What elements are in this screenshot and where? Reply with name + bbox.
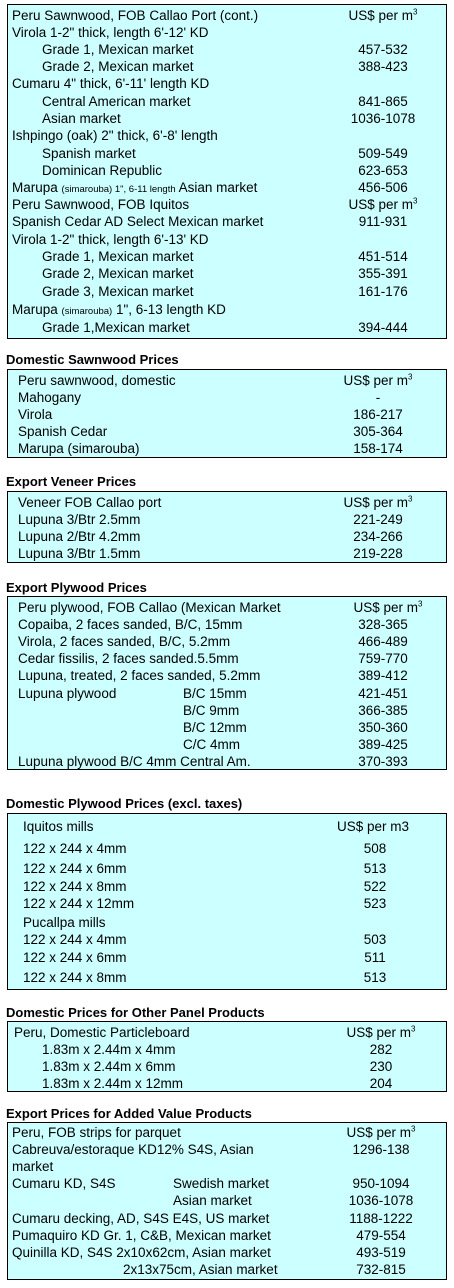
row-value: 234-266 [353, 529, 403, 544]
table-row [8, 969, 446, 986]
row-label: Lupuna 3/Btr 1.5mm [18, 546, 141, 561]
row-sublabel: C/C 4mm [183, 737, 240, 752]
row-value: 366-385 [358, 703, 408, 718]
header-unit: US$ per $m^3$ [348, 196, 418, 212]
row-value: 389-425 [358, 737, 408, 752]
table-row [8, 931, 446, 948]
table-row [8, 145, 446, 162]
table-row [8, 24, 446, 41]
table-row [8, 840, 446, 857]
row-value: 493-519 [356, 1245, 406, 1260]
table-row [8, 440, 446, 457]
row-label: 122 x 244 x 6mm [23, 861, 127, 876]
table-row [8, 162, 446, 179]
row-value: 732-815 [356, 1262, 406, 1277]
table-row [8, 545, 446, 562]
row-label: Grade 2, Mexican market [42, 266, 194, 281]
row-value: 328-365 [358, 617, 408, 632]
table-row [8, 878, 446, 895]
row-value: - [375, 390, 381, 405]
table-row [8, 650, 446, 667]
header-unit: US$ per $m^3$ [343, 494, 413, 510]
row-sublabel: B/C 15mm [183, 686, 247, 701]
row-value: 911-931 [358, 214, 408, 229]
header-label: Peru plywood, FOB Callao (Mexican Market [18, 600, 281, 615]
row-sublabel: Asian market [173, 1193, 252, 1208]
table-row [8, 685, 446, 702]
header-unit: US$ per $m^3$ [348, 7, 418, 23]
table-row [8, 753, 446, 770]
row-label: 122 x 244 x 12mm [23, 896, 135, 911]
section-title: Domestic Prices for Other Panel Products [6, 1005, 265, 1020]
section-title: Export Veneer Prices [6, 474, 137, 489]
row-value: 161-176 [358, 284, 408, 299]
row-label: Asian market [42, 111, 121, 126]
table-row [8, 1210, 446, 1227]
row-value: 503 [363, 932, 387, 947]
table-row [8, 58, 446, 75]
table-row [8, 319, 446, 336]
row-label: market [12, 1159, 54, 1174]
table-row [8, 1058, 446, 1075]
row-label: Virola, 2 faces sanded, B/C, 5.2mm [18, 634, 231, 649]
row-label: Copaiba, 2 faces sanded, B/C, 15mm [18, 617, 243, 632]
row-value: 305-364 [353, 424, 403, 439]
table-row [8, 127, 446, 144]
table-row [8, 1041, 446, 1058]
row-label: Marupa (simarouba) 1", 6-11 length Asian market [12, 180, 258, 195]
row-value: 221-249 [353, 512, 403, 527]
row-label: Spanish Cedar [18, 424, 108, 439]
table-header [8, 1124, 446, 1141]
table-row [8, 1175, 446, 1192]
row-value: 389-412 [358, 668, 408, 683]
row-label: Dominican Republic [42, 163, 163, 178]
table-row [8, 736, 446, 753]
row-value: 508 [363, 841, 387, 856]
added-value-table [7, 1122, 447, 1280]
table-row [8, 110, 446, 127]
row-label: Lupuna plywood [18, 686, 117, 701]
table-row [8, 667, 446, 684]
row-label: Marupa (simarouba) 1", 6-13 length KD [12, 302, 226, 317]
row-label: Marupa (simarouba) [18, 441, 140, 456]
row-label: Central American market [42, 94, 191, 109]
table-row [8, 511, 446, 528]
row-value: 513 [363, 970, 387, 985]
header-label: Peru sawnwood, domestic [18, 373, 176, 388]
header-label: Peru, FOB strips for parquet [12, 1125, 181, 1140]
table-row [8, 949, 446, 966]
row-value: 230 [369, 1059, 393, 1074]
row-value: 350-360 [358, 720, 408, 735]
row-value: 451-514 [358, 249, 408, 264]
row-value: 282 [369, 1042, 393, 1057]
row-label: Virola [18, 407, 53, 422]
table-row [8, 702, 446, 719]
row-value: 623-653 [358, 163, 408, 178]
row-value: 388-423 [358, 59, 408, 74]
sawnwood-fob-table [7, 4, 447, 339]
table-header [8, 494, 446, 511]
table-row [8, 895, 446, 912]
row-label: Spanish Cedar AD Select Mexican market [12, 214, 264, 229]
row-label: Ishpingo (oak) 2" thick, 6'-8' length [12, 128, 218, 143]
table-row [8, 93, 446, 110]
header-label: Peru Sawnwood, FOB Callao Port (cont.) [12, 8, 259, 23]
row-label: Lupuna plywood B/C 4mm Central Am. [18, 754, 251, 769]
section-title: Domestic Sawnwood Prices [6, 352, 179, 367]
row-label: Grade 2, Mexican market [42, 59, 194, 74]
table-row [8, 528, 446, 545]
row-value: 1036-1078 [348, 1193, 414, 1208]
table-row [8, 423, 446, 440]
header-label: Peru Sawnwood, FOB Iquitos [12, 197, 190, 212]
header-unit: US$ per m3 [336, 819, 410, 834]
row-value: 509-549 [358, 146, 408, 161]
header-unit: US$ per $m^3$ [346, 1024, 416, 1040]
row-value: 421-451 [358, 686, 408, 701]
table-header [8, 599, 446, 616]
export-plywood-table [7, 596, 447, 770]
row-value: 841-865 [358, 94, 408, 109]
section-title: Domestic Plywood Prices (excl. taxes) [6, 796, 243, 811]
header-label: Veneer FOB Callao port [18, 495, 162, 510]
panel-products-table [7, 1021, 447, 1092]
row-label: 122 x 244 x 4mm [23, 932, 127, 947]
table-row [8, 265, 446, 282]
row-label: Cedar fissilis, 2 faces sanded.5.5mm [18, 651, 239, 666]
row-value: 204 [369, 1076, 393, 1091]
table-row [8, 301, 446, 318]
table-header [8, 372, 446, 389]
table-row [8, 616, 446, 633]
row-label: Pucallpa mills [23, 915, 106, 930]
table-row [8, 41, 446, 58]
row-label: Lupuna 3/Btr 2.5mm [18, 512, 141, 527]
table-header [8, 1024, 446, 1041]
table-row [8, 213, 446, 230]
row-label: Cumaru 4" thick, 6'-11' length KD [12, 76, 210, 91]
table-row [8, 248, 446, 265]
table-row [8, 633, 446, 650]
row-value: 355-391 [358, 266, 408, 281]
row-value: 186-217 [353, 407, 403, 422]
header-unit: US$ per $m^3$ [346, 1124, 416, 1140]
row-value: 1188-1222 [349, 1211, 413, 1226]
section-title: Export Prices for Added Value Products [6, 1106, 252, 1121]
row-value: 1296-138 [352, 1142, 410, 1157]
row-value: 511 [364, 950, 386, 965]
table-row [8, 1227, 446, 1244]
row-label: 122 x 244 x 8mm [23, 970, 127, 985]
table-row [8, 283, 446, 300]
table-row [8, 1192, 446, 1209]
row-value: 479-554 [356, 1228, 406, 1243]
table-row [8, 75, 446, 92]
row-label: 122 x 244 x 8mm [23, 879, 127, 894]
row-label: Spanish market [42, 146, 136, 161]
row-label: Cabreuva/estoraque KD12% S4S, Asian [12, 1142, 254, 1157]
table-row [8, 406, 446, 423]
row-label: Lupuna 2/Btr 4.2mm [18, 529, 141, 544]
row-label: Grade 3, Mexican market [42, 284, 194, 299]
table-row [8, 1261, 446, 1278]
table-row [8, 1141, 446, 1158]
header-unit: US$ per $m^3$ [353, 599, 423, 615]
row-value: 219-228 [353, 546, 403, 561]
row-label: 1.83m x 2.44m x 6mm [42, 1059, 176, 1074]
section-title: Export Plywood Prices [6, 580, 147, 595]
row-label: 122 x 244 x 6mm [23, 950, 127, 965]
row-label: Grade 1, Mexican market [42, 42, 194, 57]
row-value: 394-444 [358, 320, 408, 335]
table-row [8, 1075, 446, 1092]
row-label: Grade 1, Mexican market [42, 249, 194, 264]
table-row [8, 860, 446, 877]
table-header [8, 196, 446, 213]
header-unit: US$ per $m^3$ [343, 372, 413, 388]
table-header [8, 818, 446, 835]
row-value: 158-174 [353, 441, 403, 456]
row-value: 759-770 [358, 651, 408, 666]
row-sublabel: B/C 12mm [183, 720, 247, 735]
row-label: Mahogany [18, 390, 82, 405]
row-label: Grade 1,Mexican market [42, 320, 190, 335]
row-value: 523 [363, 896, 387, 911]
row-label: Virola 1-2" thick, length 6'-12' KD [12, 25, 209, 40]
table-row [8, 914, 446, 931]
row-value: 456-506 [358, 180, 408, 195]
table-header [8, 7, 446, 24]
domestic-plywood-table [7, 813, 447, 990]
domestic-sawnwood-table [7, 369, 447, 458]
row-value: 1036-1078 [350, 111, 416, 126]
row-value: 522 [363, 879, 387, 894]
row-label: Cumaru KD, S4S [12, 1176, 116, 1191]
export-veneer-table [7, 491, 447, 563]
row-label: Virola 1-2" thick, length 6'-13' KD [12, 232, 209, 247]
table-row [8, 1244, 446, 1261]
row-label: 1.83m x 2.44m x 4mm [42, 1042, 176, 1057]
table-row [8, 179, 446, 196]
header-label: Peru, Domestic Particleboard [14, 1025, 190, 1040]
row-sublabel: Swedish market [173, 1176, 270, 1191]
row-value: 370-393 [358, 754, 408, 769]
row-label: Cumaru decking, AD, S4S E4S, US market [12, 1211, 270, 1226]
row-label: Lupuna, treated, 2 faces sanded, 5.2mm [18, 668, 261, 683]
row-label: 122 x 244 x 4mm [23, 841, 127, 856]
row-sublabel: B/C 9mm [183, 703, 240, 718]
row-value: 466-489 [358, 634, 408, 649]
row-label: Quinilla KD, S4S 2x10x62cm, Asian market [12, 1245, 271, 1260]
row-value: 513 [363, 861, 387, 876]
row-value: 950-1094 [352, 1176, 410, 1191]
table-row [8, 231, 446, 248]
header-label: Iquitos mills [23, 819, 94, 834]
row-label: Pumaquiro KD Gr. 1, C&B, Mexican market [12, 1228, 271, 1243]
table-row [8, 389, 446, 406]
row-value: 457-532 [358, 42, 408, 57]
table-row [8, 719, 446, 736]
row-label: 1.83m x 2.44m x 12mm [42, 1076, 184, 1091]
table-row [8, 1158, 446, 1175]
row-sublabel: 2x13x75cm, Asian market [123, 1262, 278, 1277]
